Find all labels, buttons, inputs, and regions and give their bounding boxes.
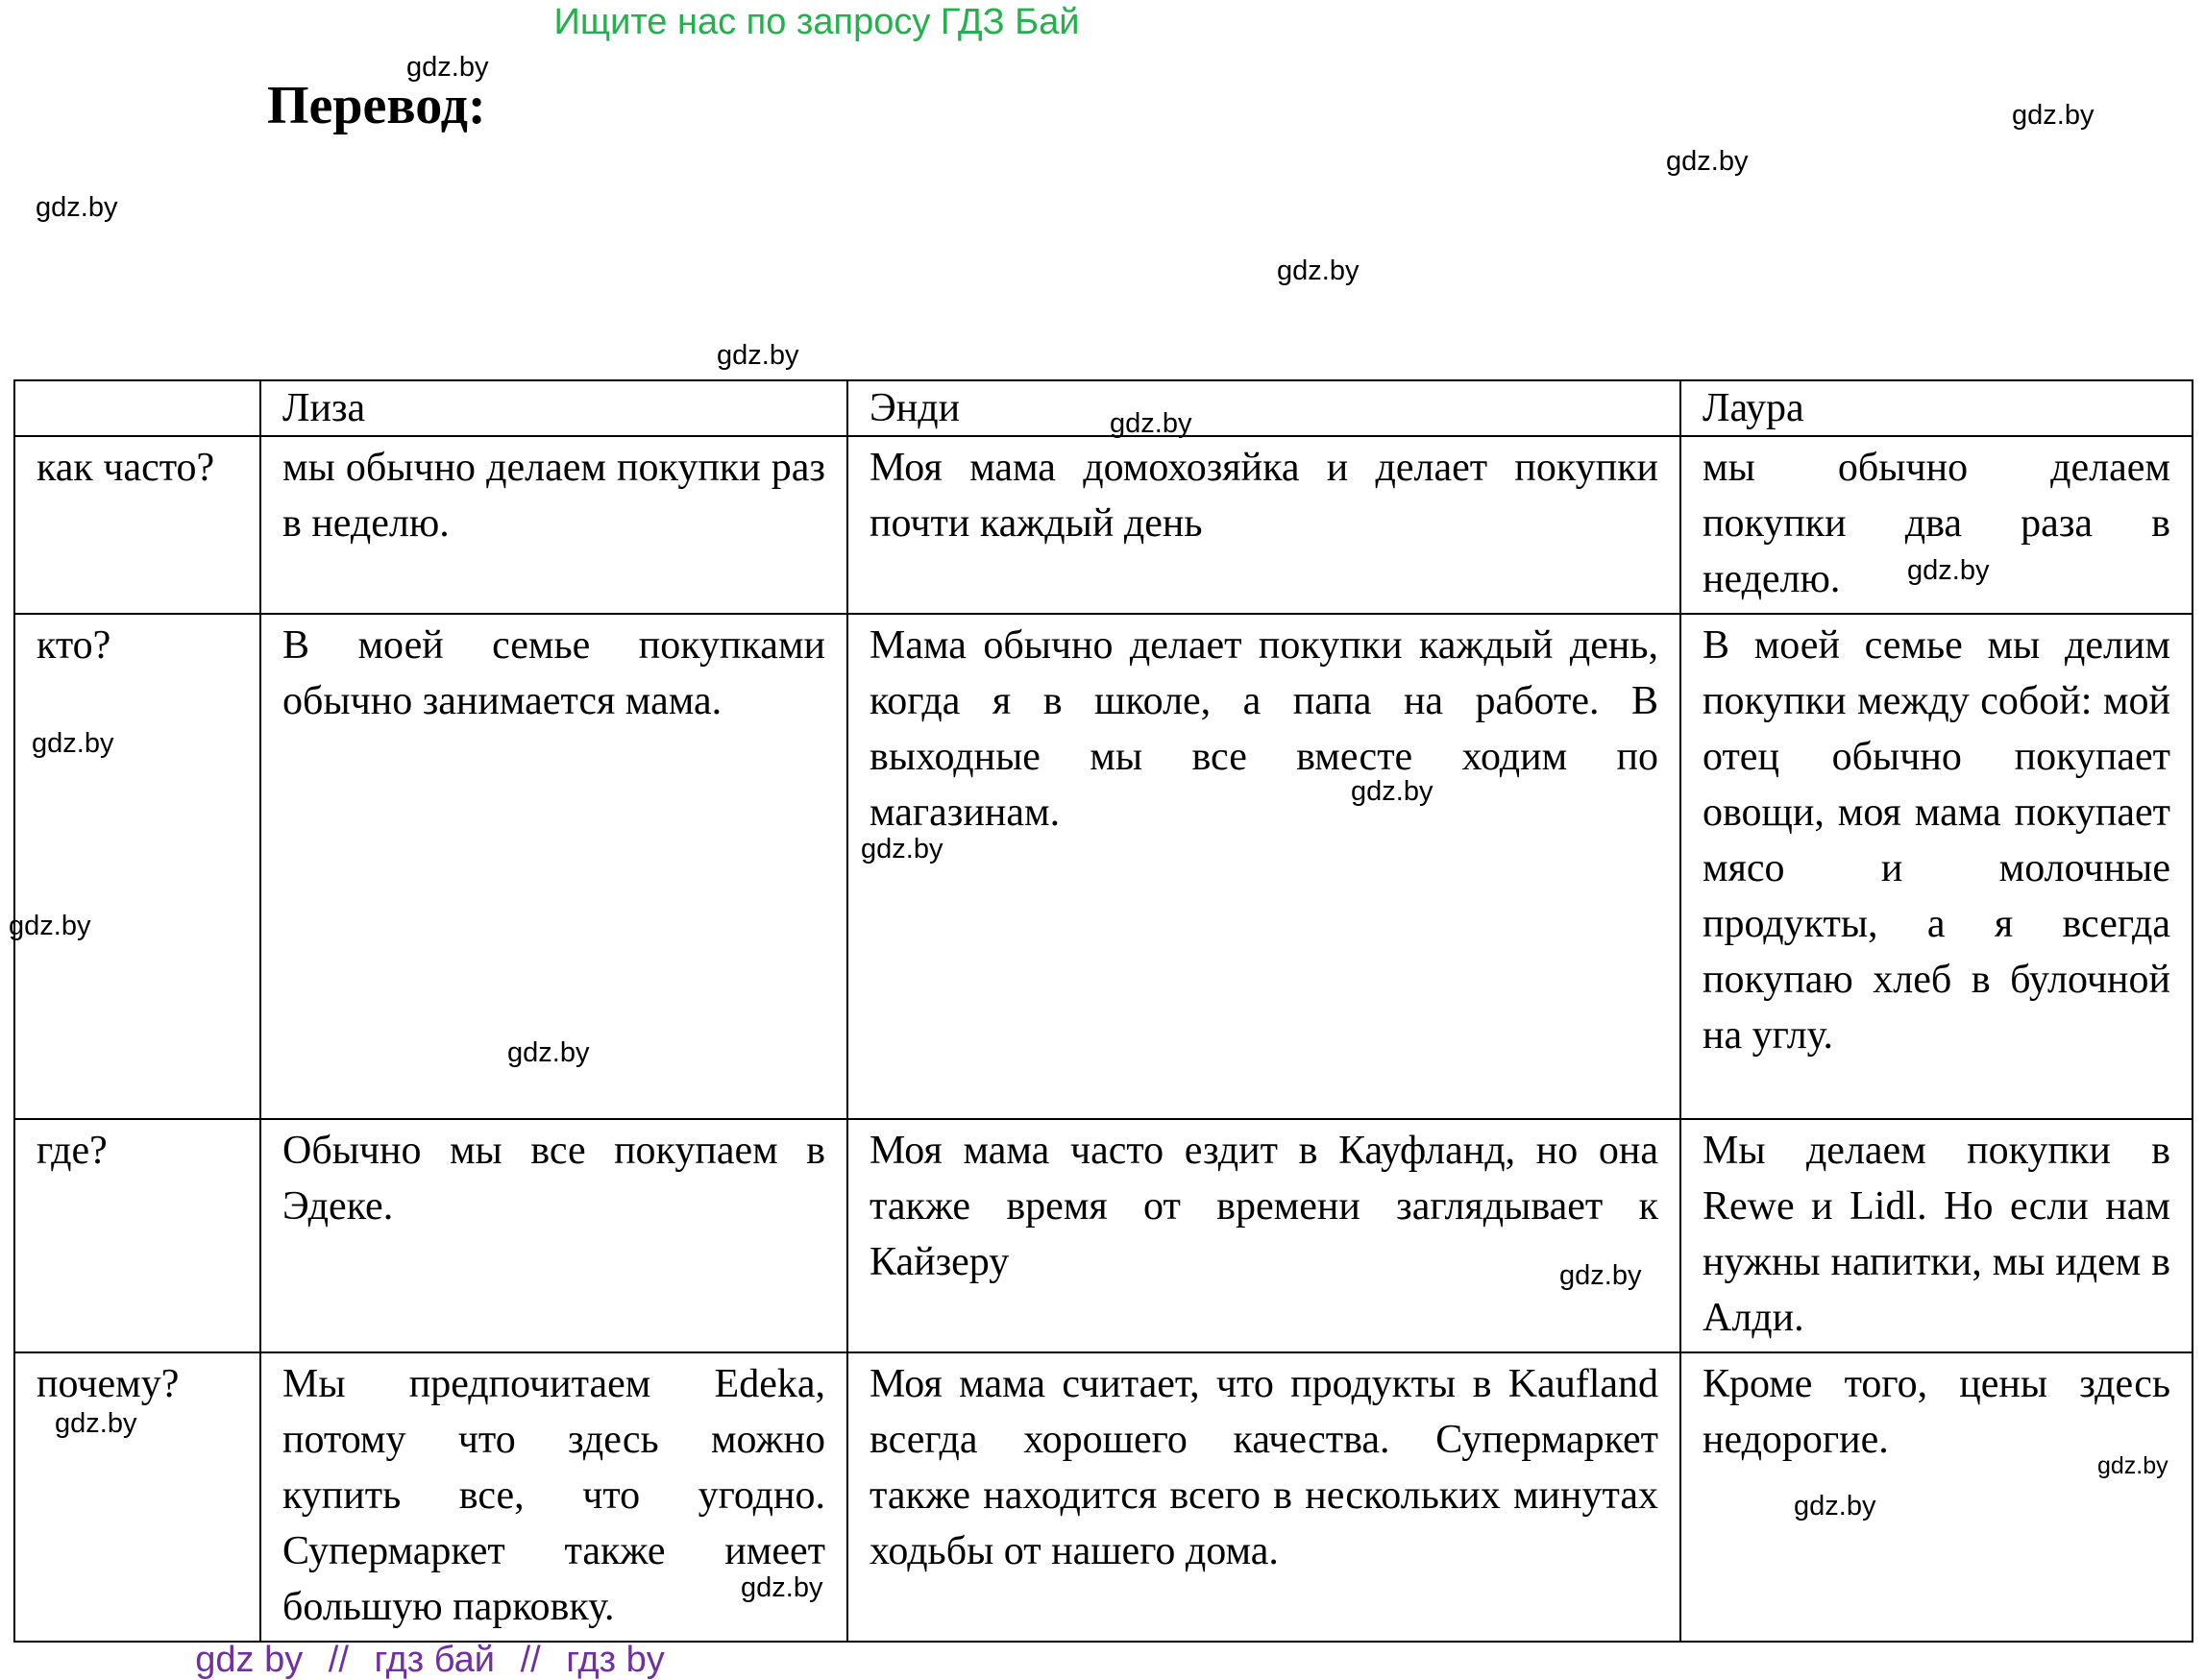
watermark: gdz.by — [741, 1572, 823, 1603]
row-label: почему? — [14, 1352, 260, 1642]
footer-link-gdz-by-cyr[interactable]: гдз by — [566, 1640, 665, 1680]
table-row — [14, 1119, 2193, 1352]
footer-link-gdz-bai[interactable]: гдз бай — [374, 1640, 496, 1680]
footer-separator: // — [520, 1640, 541, 1680]
table-cell: Кроме того, цены здесь недорогие. — [1680, 1352, 2193, 1642]
page-title: Перевод: — [267, 76, 486, 135]
header-cell-empty — [14, 380, 260, 436]
watermark: gdz.by — [2012, 100, 2095, 131]
watermark: gdz.by — [9, 911, 91, 941]
table-cell: Мы предпочитаем Edeka, потому что здесь можно купить все, что угодно. Супермаркет также имеет большую парковку. — [260, 1352, 847, 1642]
watermark: gdz.by — [1277, 256, 1360, 286]
table-cell: Мы делаем покупки в Rewe и Lidl. Но если нам нужны напитки, мы идем в Алди. — [1680, 1119, 2193, 1352]
table-cell: В моей семье покупками обычно занимается мама. — [260, 614, 847, 1119]
comparison-table — [13, 379, 2193, 1643]
table-cell: Мама обычно делает покупки каждый день, когда я в школе, а папа на работе. В выходные мы все вместе ходим по магазинам. — [847, 614, 1680, 1119]
watermark: gdz.by — [406, 52, 489, 83]
table-cell: Моя мама домохозяйка и делает покупки почти каждый день — [847, 436, 1680, 614]
table-row — [14, 436, 2193, 614]
table-cell: Моя мама считает, что продукты в Kaufland всегда хорошего качества. Супермаркет также находится всего в нескольких минутах ходьбы от нашего дома. — [847, 1352, 1680, 1642]
watermark: gdz.by — [717, 340, 799, 371]
watermark: gdz.by — [36, 192, 118, 223]
header-cell-laura: Лаура — [1680, 380, 2193, 436]
footer-link-gdz-by[interactable]: gdz by — [195, 1640, 304, 1680]
watermark: gdz.by — [32, 728, 114, 759]
footer — [0, 1641, 1532, 1679]
watermark: gdz.by — [507, 1037, 590, 1068]
top-banner: Ищите нас по запросу ГДЗ Бай — [553, 2, 1080, 42]
header-cell-lisa: Лиза — [260, 380, 847, 436]
table-cell: Обычно мы все покупаем в Эдеке. — [260, 1119, 847, 1352]
footer-separator: // — [328, 1640, 349, 1680]
table-cell: мы обычно делаем покупки два раза в неделю. — [1680, 436, 2193, 614]
header-cell-andy: Энди — [847, 380, 1680, 436]
row-label: где? — [14, 1119, 260, 1352]
table-header-row — [14, 380, 2193, 436]
watermark: gdz.by — [861, 834, 943, 864]
watermark: gdz.by — [1351, 776, 1433, 807]
row-label: кто? — [14, 614, 260, 1119]
table-cell: мы обычно делаем покупки раз в неделю. — [260, 436, 847, 614]
watermark: gdz.by — [1110, 408, 1192, 439]
table-row — [14, 614, 2193, 1119]
watermark: gdz.by — [55, 1408, 137, 1439]
watermark: gdz.by — [1794, 1491, 1876, 1522]
table-cell: В моей семье мы делим покупки между собой: мой отец обычно покупает овощи, моя мама покупает мясо и молочные продукты, а я всегда покупаю хлеб в булочной на углу. — [1680, 614, 2193, 1119]
watermark: gdz.by — [1907, 555, 1990, 586]
watermark: gdz.by — [2097, 1452, 2168, 1479]
watermark: gdz.by — [1559, 1260, 1642, 1291]
watermark: gdz.by — [1666, 146, 1749, 177]
row-label: как часто? — [14, 436, 260, 614]
table-cell: Моя мама часто ездит в Кауфланд, но она также время от времени заглядывает к Кайзеру — [847, 1119, 1680, 1352]
